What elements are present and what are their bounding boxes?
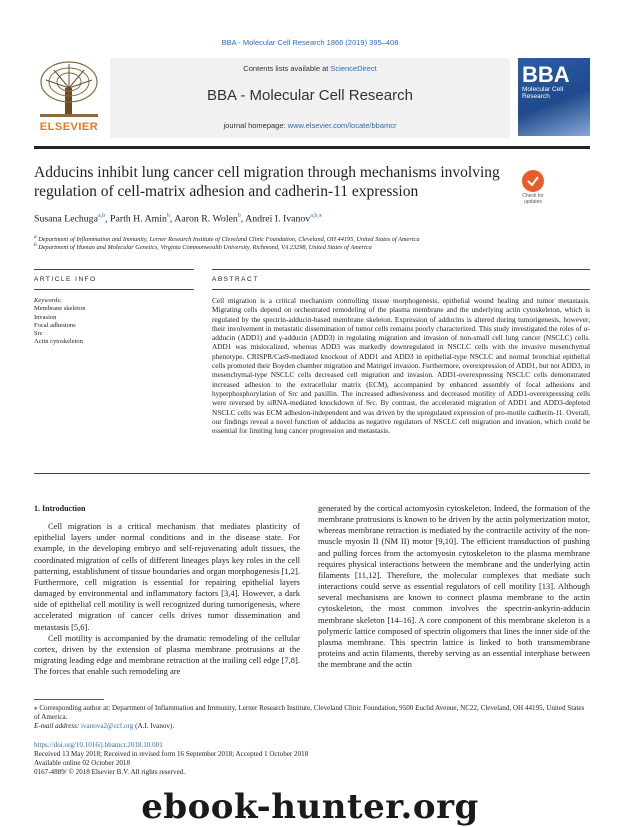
copyright-line: 0167-4889/ © 2018 Elsevier B.V. All rights reserved. — [34, 768, 186, 776]
keyword: Actin cytoskeleton — [34, 338, 83, 346]
abstract-top-rule — [212, 269, 590, 270]
homepage-link[interactable]: www.elsevier.com/locate/bbamcr — [287, 121, 397, 130]
email-link[interactable]: ivanova2@ccf.org — [81, 722, 134, 730]
contents-line — [110, 64, 510, 73]
body-column-right — [318, 503, 590, 670]
author-affil-sup[interactable]: a,b,⁎ — [310, 213, 322, 219]
keyword: Focal adhesions — [34, 321, 76, 329]
footnote-rule — [34, 699, 104, 700]
keyword: Membrane skeleton — [34, 305, 86, 313]
section-heading: 1. Introduction — [34, 504, 86, 513]
keyword: Invasion — [34, 313, 57, 321]
received-dates: Received 13 May 2018; Received in revised form 16 September 2018; Accepted 1 October 2018 — [34, 750, 309, 758]
sciencedirect-link[interactable]: ScienceDirect — [330, 64, 377, 73]
keywords-block — [34, 297, 194, 347]
journal-homepage — [110, 121, 510, 130]
article-title: Adducins inhibit lung cancer cell migration through mechanisms involving regulation of cell-matrix adhesion and cadherin-11 expression — [34, 164, 500, 200]
elsevier-wordmark: ELSEVIER — [39, 121, 99, 133]
doi-link[interactable]: https://doi.org/10.1016/j.bbamcr.2018.10.001 — [34, 741, 163, 749]
journal-title: BBA - Molecular Cell Research — [207, 87, 413, 104]
abstract-heading: ABSTRACT — [212, 276, 259, 283]
article-info-top-rule — [34, 269, 194, 270]
contents-prefix: Contents lists available at — [243, 64, 331, 73]
corresponding-author-note: ⁎ Corresponding author at: Department of Inflammation and Immunity, Lerner Research Institute, Cleveland Clinic Foundation, 9500 Euclid Avenue, NC22, Cleveland, OH 44195, United States of America. — [34, 704, 585, 721]
cover-title: BBA — [522, 62, 570, 87]
abstract-rule — [212, 289, 590, 290]
journal-reference[interactable]: BBA - Molecular Cell Research 1866 (2019) 395–408 — [221, 38, 399, 47]
keywords-label: Keywords: — [34, 297, 62, 304]
available-online: Available online 02 October 2018 — [34, 759, 131, 767]
body-column-left — [34, 503, 300, 677]
affiliation-b — [34, 242, 590, 251]
affiliation-text: Department of Human and Molecular Genetics, Virginia Commonwealth University, Richmond, VA 23298, United States of America — [38, 244, 372, 252]
author-name[interactable]: Andrei I. Ivanov — [245, 213, 311, 225]
email-line — [34, 722, 590, 731]
cover-subtitle: Molecular Cell Research — [522, 86, 564, 100]
author-affil-sup[interactable]: a,b — [97, 213, 106, 219]
header-divider — [34, 146, 590, 149]
abstract-text: Cell migration is a critical mechanism controlling tissue morphogenesis, epithelial wound healing and tumor metastasis. Migrating cells depend on orchestrated remodeling of the plasma membrane and the underlying actin cytoskeleton, which is regulated by the spectrin-adducin-based membrane skeleton. Expression of adducins is altered during tumorigenesis, however, their involvement in metastatic dissemination of tumor cells remains poorly characterized. This study investigated the roles of α-adducin (ADD1) and γ-adducin (ADD3) in regulating migration and invasion of non-small cell lung cancer (NSCLC) cells. ADD1 was mislocalized, whereas ADD3 was markedly downregulated in NSCLC cells with the invasive mesenchymal phenotype. CRISPR/Cas9-mediated knockout of ADD1 and ADD3 in epithelial-type NSCLC and normal bronchial epithelial cells promoted their Boyden chamber migration and Matrigel invasion. Furthermore, overexpression of ADD1, but not ADD3, in mesenchymal-type NSCLC cells decreased cell migration and invasion. ADD1-overexpressing NSCLC cells demonstrated increased adhesion to the extracellular matrix (ECM), accompanied by enhanced assembly of focal adhesions and hyperphosphorylation of Src and paxillin. The increased adhesiveness and decreased motility of ADD1-overexpressing cells were reversed by siRNA-mediated knockdown of Src. By contrast, the accelerated migration of ADD1 and ADD3-depleted NSCLC cells was ECM adhesion-independent and was driven by the upregulated expression of pro-motile cadherin-11. Overall, our findings reveal a novel function of adducins as negative regulators of NSCLC cell migration and invasion, which could be essential for limiting lung cancer progression and metastasis. — [212, 296, 590, 436]
watermark: ebook-hunter.org — [141, 787, 479, 827]
footnotes — [34, 704, 590, 731]
affiliation-sup: a — [34, 234, 37, 240]
author-name[interactable]: Parth H. Amin — [110, 213, 167, 225]
email-suffix: (A.I. Ivanov). — [133, 722, 175, 730]
affiliation-sup: b — [34, 242, 37, 248]
author-list: Susana Lechuga$^{a,b}$, Parth H. Amin$^b$, Aaron R. Wolen$^b$, Andrei I. Ivanov$^{a,b,⁎}$ — [34, 213, 322, 225]
article-info-heading: ARTICLE INFO — [34, 276, 97, 283]
keyword: Src — [34, 330, 43, 338]
email-label: E-mail address: — [34, 722, 82, 730]
check-for-updates-icon[interactable] — [522, 170, 544, 192]
author-name[interactable]: Aaron R. Wolen — [174, 213, 238, 225]
body-paragraph: generated by the cortical actomyosin cytoskeleton. Indeed, the formation of the membrane protrusions is known to be driven by the actin polymerization motor, whereas membrane retraction is mediated by the contractile activity of the non-muscle myosin II (NM II) motor [9,10]. The efficient transduction of pushing and pulling forces from the actomyosin cytoskeleton to the plasma membrane requires physical interactions between the membrane and the underlying actin filaments [11,12]. Therefore, the molecular complexes that mediate such interactions could serve as essential regulators of cell motility [13]. Although several mechanisms are known to connect plasma membrane to the actin cytoskeleton, the most common involves the spectrin-ankyrin-adducin membrane skeleton [14–16]. A core component of this membrane skeleton is a polymeric lattice composed of spectrin oligomers that lines the inner side of the plasma membrane. This spectrin lattice is linked to both transmembrane proteins and actin filaments, thereby serving as an essential interphase between the membrane and the actin — [318, 503, 590, 670]
author-affil-sup[interactable]: b — [237, 213, 241, 219]
affiliation-text: Department of Inflammation and Immunity, Lerner Research Institute of Cleveland Clinic Foundation, Cleveland, OH 44195, United States of America — [38, 236, 420, 244]
body-paragraph: Cell motility is accompanied by the dramatic remodeling of the cellular cortex, driven by the extension of plasma membrane protrusions at the migrating leading edge and membrane retraction at the trailing cell edge [7,8]. The forces that enable such remodeling are — [34, 632, 300, 677]
body-paragraph: Cell migration is a critical mechanism that mediates plasticity of epithelial layers under normal conditions and in the disease state. For example, in the developing embryo and self-rejuvenating adult tissues, the coordinated migration of cells of different lineages plays key roles in the cell patterning, establishment of tissue boundaries and organ morphogenesis [1,2]. Furthermore, cell migration is essential for repairing epithelial layers damaged by environmental and inflammatory factors [3,4]. However, a dark side of epithelial cell motility is well recognized during tumorigenesis, where accelerated migration of cancer cells drives tumor dissemination and metastasis [5,6]. — [34, 521, 300, 632]
homepage-prefix: journal homepage: — [223, 121, 288, 130]
abstract-bottom-rule — [34, 473, 590, 474]
author-name[interactable]: Susana Lechuga — [34, 213, 98, 225]
author-affil-sup[interactable]: b — [166, 213, 170, 219]
check-for-updates-label[interactable]: Check for updates — [522, 193, 544, 205]
article-info-rule — [34, 289, 194, 290]
